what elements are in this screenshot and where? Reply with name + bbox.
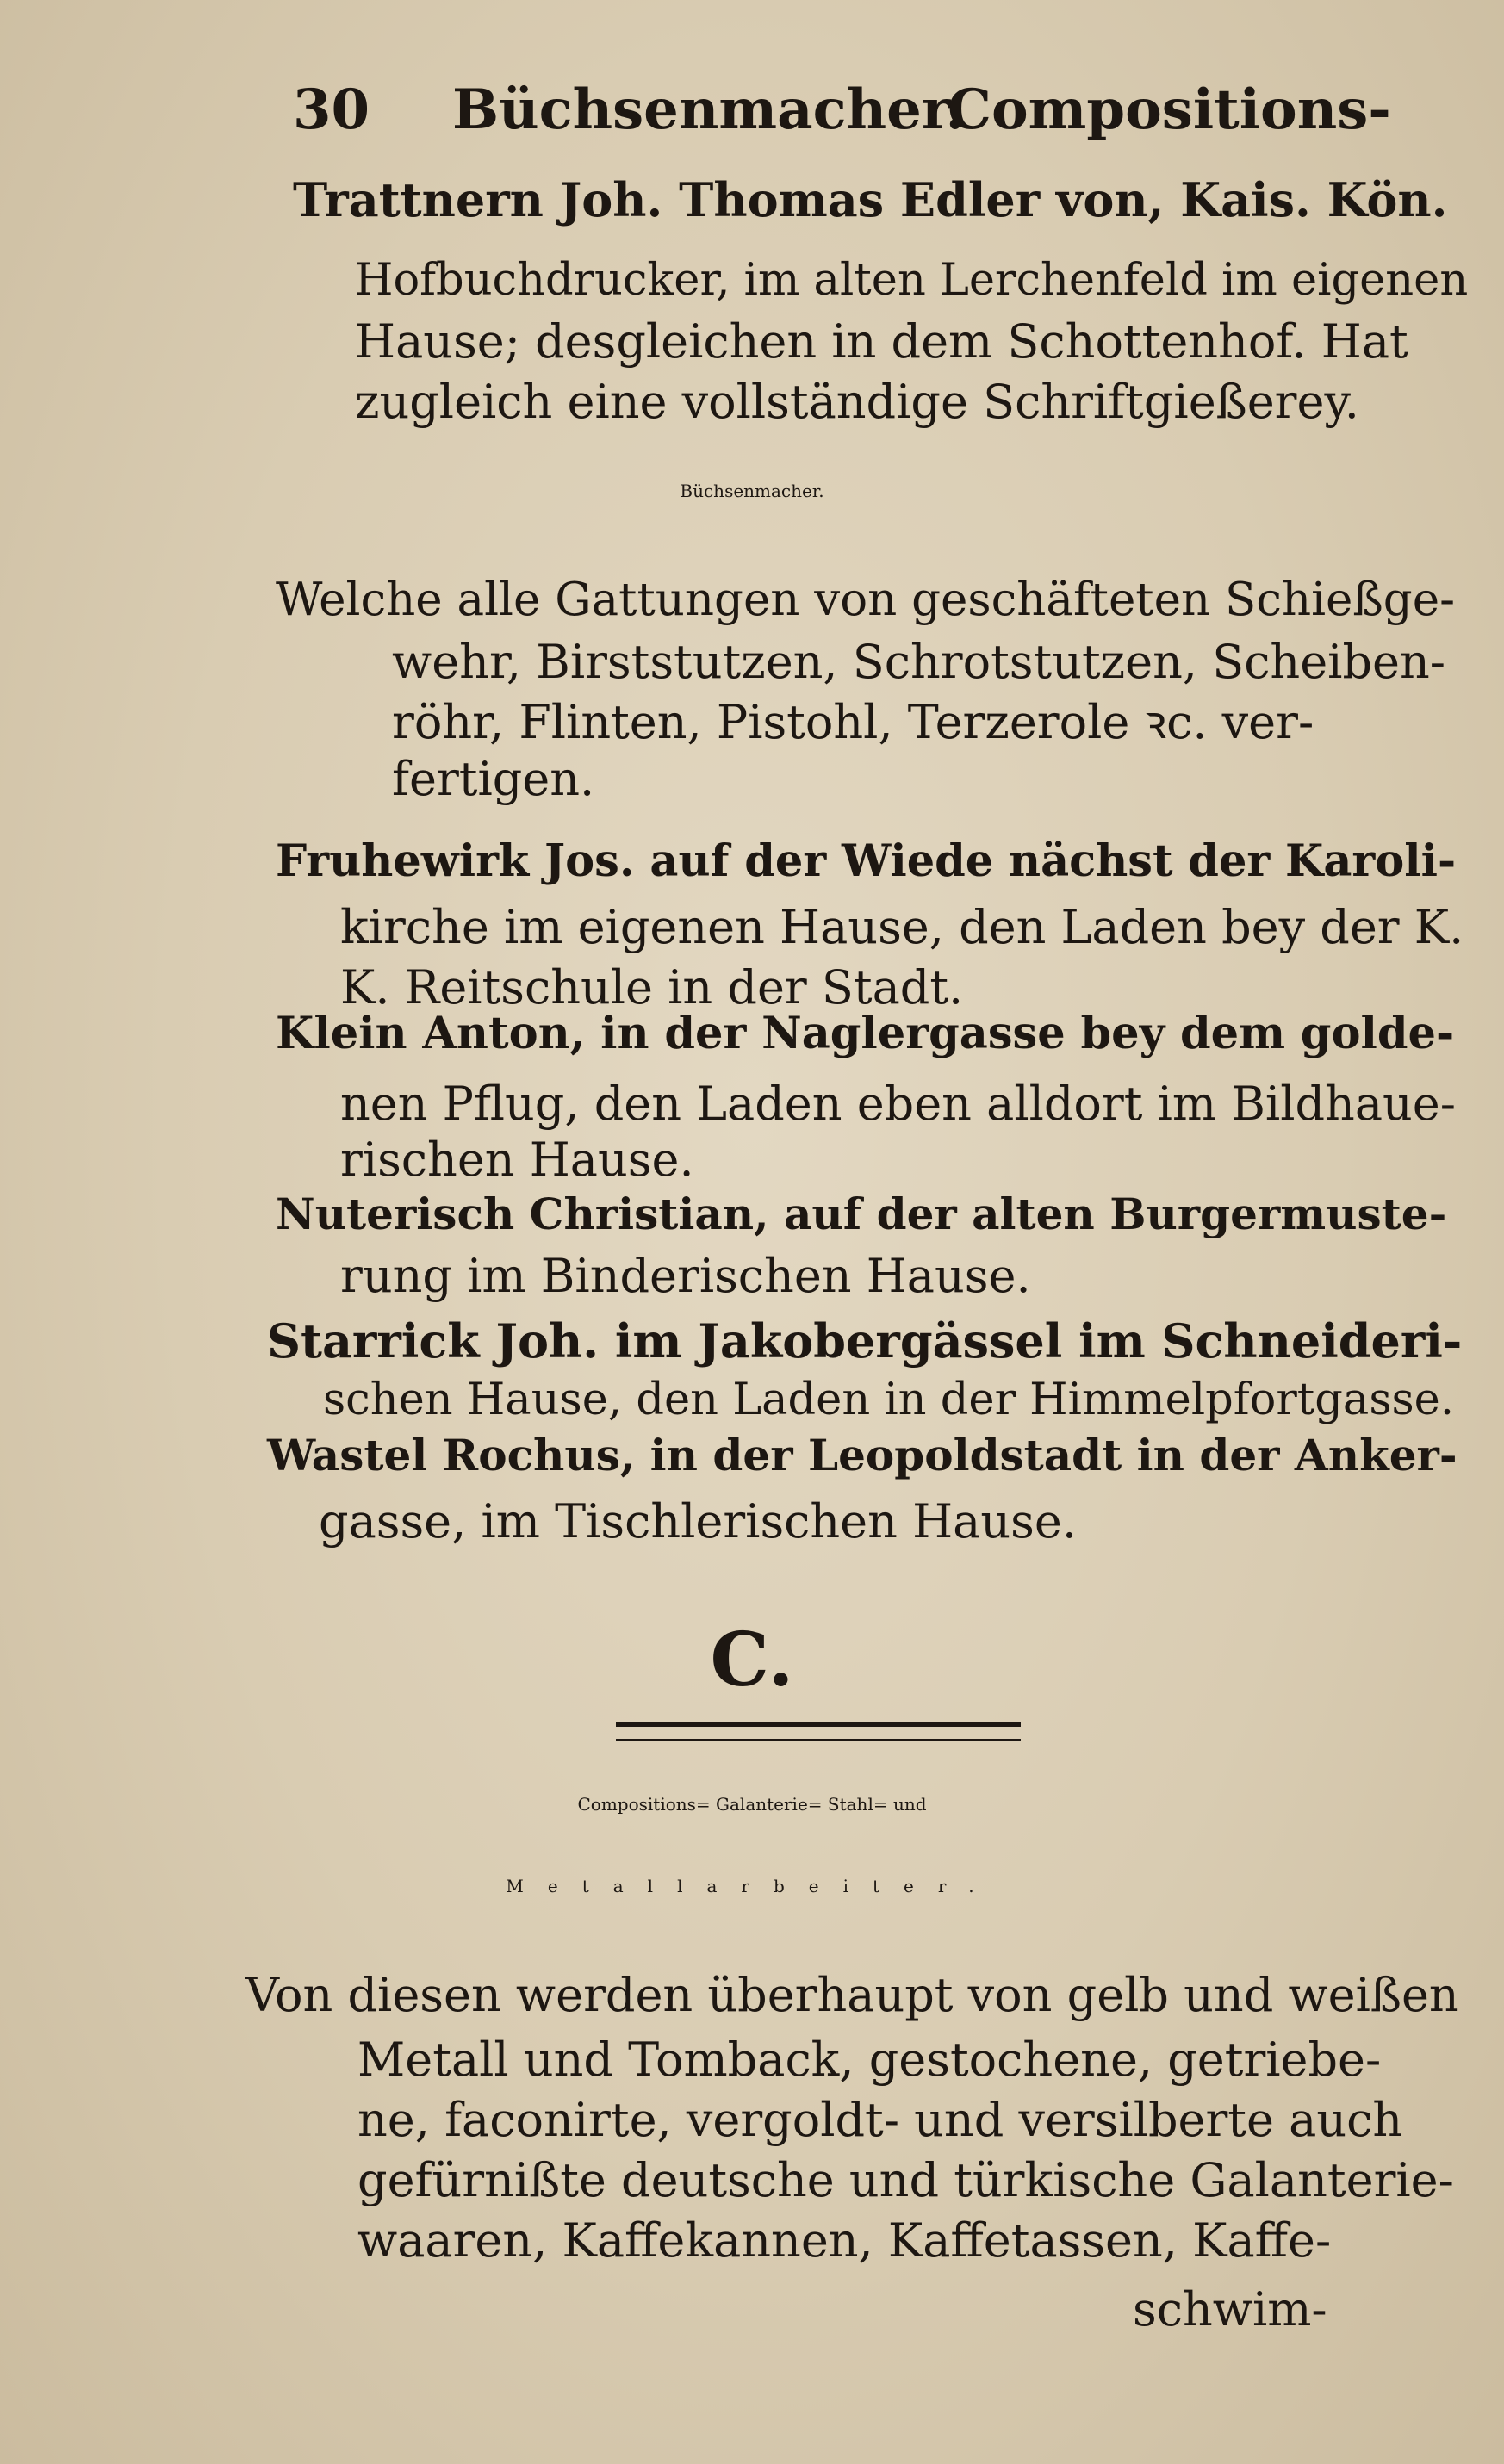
text-line: Von diesen werden überhaupt von gelb und weißen — [245, 1968, 1459, 2022]
text-line: zugleich eine vollständige Schriftgießerey. — [355, 375, 1359, 429]
text-line: Klein Anton, in der Naglergasse bey dem golde- — [276, 1008, 1455, 1059]
page-number: 30 — [293, 78, 370, 142]
text-line: kirche im eigenen Hause, den Laden bey der K. — [340, 900, 1464, 954]
text-line: Nuterisch Christian, auf der alten Burgermuste- — [276, 1189, 1447, 1239]
text-line: Metall und Tomback, gestochene, getriebe- — [357, 2033, 1382, 2087]
double-rule-divider — [616, 1722, 1021, 1741]
text-line: Starrick Joh. im Jakobergässel im Schneideri- — [267, 1313, 1463, 1369]
catchword: schwim- — [1133, 2282, 1327, 2337]
text-line: gasse, im Tischlerischen Hause. — [319, 1494, 1077, 1549]
text-line: Trattnern Joh. Thomas Edler von, Kais. Kön. — [293, 172, 1448, 227]
running-head-right: Compositions- — [948, 78, 1391, 142]
text-line: röhr, Flinten, Pistohl, Terzerole ꝛc. ver- — [392, 695, 1314, 749]
running-head-left: Büchsenmacher. — [452, 78, 965, 142]
text-line: Welche alle Gattungen von geschäfteten Schießge- — [276, 574, 1455, 626]
text-line: rung im Binderischen Hause. — [340, 1249, 1031, 1303]
text-line: Hofbuchdrucker, im alten Lerchenfeld im eigenen — [355, 255, 1469, 306]
text-line: Wastel Rochus, in der Leopoldstadt in der Anker- — [267, 1430, 1457, 1480]
text-line: nen Pflug, den Laden eben alldort im Bildhaue- — [340, 1077, 1456, 1131]
text-line: schen Hause, den Laden in der Himmelpfortgasse. — [323, 1375, 1455, 1425]
text-line: fertigen. — [392, 752, 595, 806]
text-line: ne, faconirte, vergoldt- und versilberte auch — [357, 2093, 1403, 2147]
text-line: Hause; desgleichen in dem Schottenhof. Hat — [355, 314, 1408, 369]
text-line: wehr, Birststutzen, Schrotstutzen, Scheiben- — [392, 635, 1445, 689]
text-line: gefürnißte deutsche und türkische Galanterie- — [357, 2153, 1454, 2207]
alphabet-letter-heading: C. — [710, 1617, 794, 1704]
text-line: K. Reitschule in der Stadt. — [340, 960, 964, 1015]
text-line: Fruhewirk Jos. auf der Wiede nächst der Karoli- — [276, 835, 1457, 887]
section-subheading-metallarbeiter: Metallarbeiter. — [506, 1876, 998, 1896]
text-line: rischen Hause. — [340, 1133, 694, 1187]
section-heading-compositions: Compositions= Galanterie= Stahl= und — [577, 1794, 927, 1815]
section-heading-buchsenmacher: Büchsenmacher. — [680, 481, 824, 501]
text-line: waaren, Kaffekannen, Kaffetassen, Kaffe- — [357, 2213, 1332, 2268]
